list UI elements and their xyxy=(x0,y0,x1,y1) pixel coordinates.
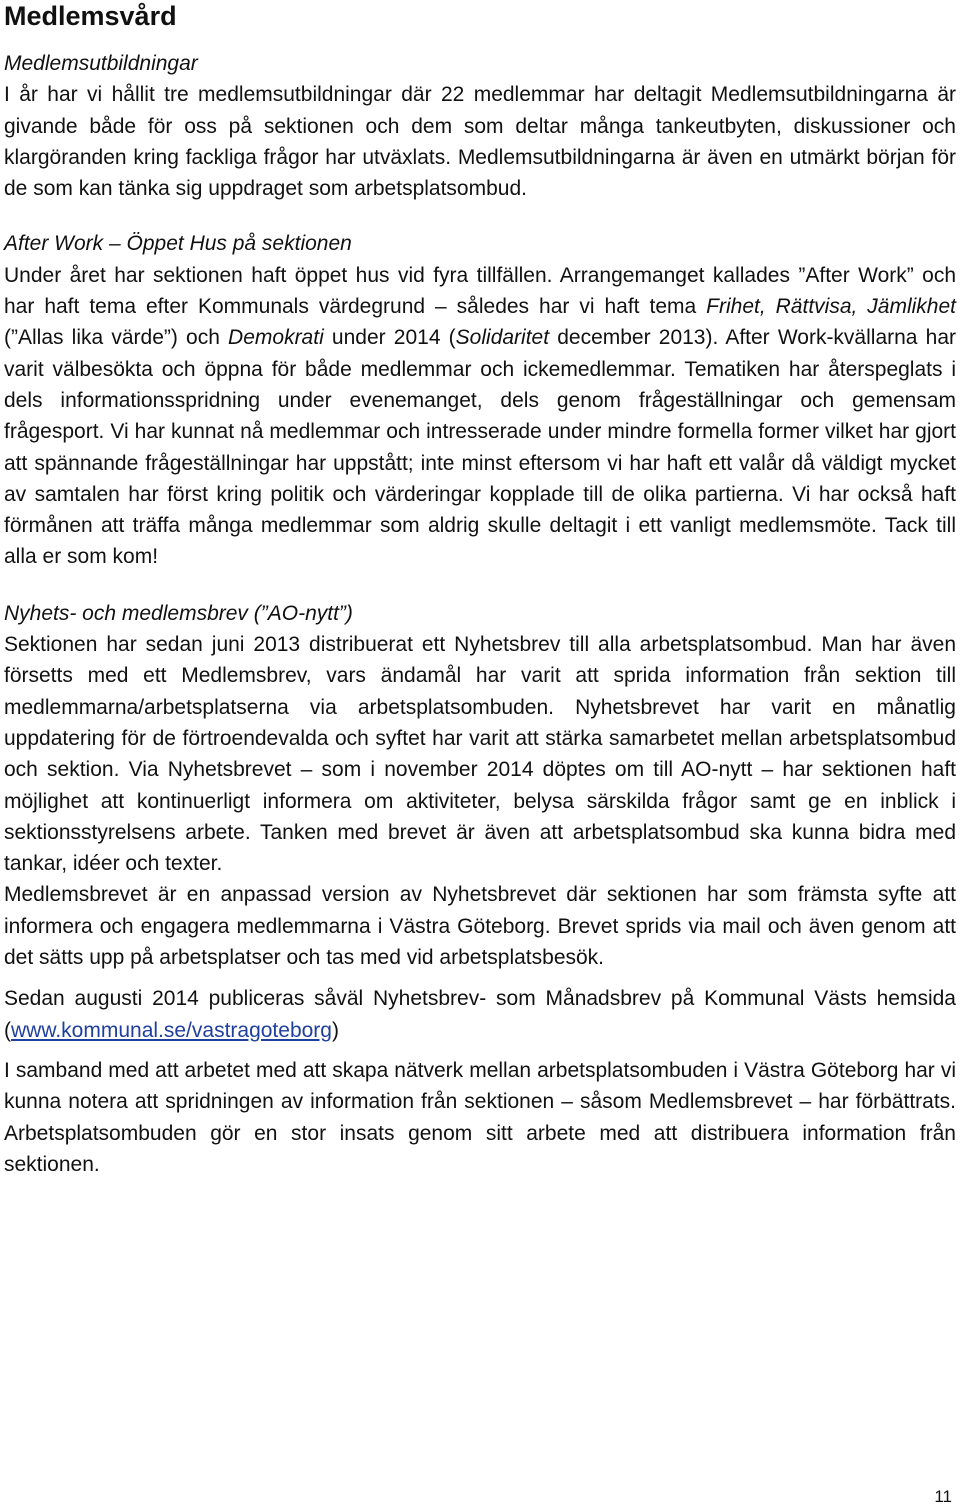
paragraph: I samband med att arbetet med att skapa nätverk mellan arbetsplatsombuden i Västra Göteborg har vi kunna notera att spridningen av information från sektionen – såsom Medlemsbrevet – har förbättrats. Arbetsplatsombuden gör en stor insats genom sitt arbete med att distribuera information från sektionen. xyxy=(4,1058,956,1176)
section-heading: Nyhets- och medlemsbrev (”AO-nytt”) xyxy=(4,601,353,625)
paragraph: Medlemsbrevet är en anpassad version av Nyhetsbrevet där sektionen har som främsta syfte att informera och engagera medlemmarna i Västra Göteborg. Brevet sprids via mail och även genom att det sätts upp på arbetsplatser och tas med vid arbetsplatsbesök. xyxy=(4,883,956,970)
section-heading: Medlemsutbildningar xyxy=(4,52,198,75)
page-title: Medlemsvård xyxy=(4,1,177,31)
text-run: december 2013). After Work-kvällarna har varit välbesökta och öppna för både medlemmar och ickemedlemmar. Tematiken har återspeglats i dels informationsspridning under evenemanget, dels genom frågeställningar och gemensam frågesport. Vi har kunnat nå medlemmar och intresserade under mindre formella former vilket har gjort att spännande frågeställningar har uppstått; inte minst eftersom vi har haft ett valår då väldigt mycket av samtalen har först kring politik och värderingar kopplade till de olika partierna. Vi har också haft förmånen att träffa många medlemmar som aldrig skulle deltagit i ett vanligt medlemsmöte. Tack till alla er som kom! xyxy=(4,326,956,569)
website-link[interactable]: www.kommunal.se/vastragoteborg xyxy=(11,1018,332,1042)
emphasis: Demokrati xyxy=(228,326,324,350)
text-run: (”Allas lika värde”) och xyxy=(4,326,229,350)
text-run: Under året har sektionen haft öppet hus vid fyra tillfällen. Arrangemanget kallades ”After Work” och har haft tema efter Kommunals värdegrund – således har vi haft tema xyxy=(4,263,956,319)
section-nyhetsbrev xyxy=(4,598,956,1180)
section-medlemsutbildningar xyxy=(4,48,956,204)
page-number: 11 xyxy=(934,1487,952,1506)
paragraph xyxy=(4,983,956,1046)
paragraph: Sektionen har sedan juni 2013 distribuerat ett Nyhetsbrev till alla arbetsplatsombud. Man har även försetts med ett Medlemsbrev, vars ändamål har varit att sprida information från sektion till medlemmarna/arbetsplatserna via arbetsplatsombuden. Nyhetsbrevet har varit en månatlig uppdatering för de förtroendevalda och syftet har varit att stärka samarbetet mellan arbetsplatsombud och sektion. Via Nyhetsbrevet – som i november 2014 döptes om till AO-nytt – har sektionen haft möjlighet att kontinuerligt informera om aktiviteter, belysa särskilda frågor samt ge en inblick i sektionsstyrelsens arbete. Tanken med brevet är även att arbetsplatsombud ska kunna bidra med tankar, idéer och texter. xyxy=(4,633,956,876)
document-page xyxy=(4,0,956,1180)
section-heading: After Work – Öppet Hus på sektionen xyxy=(4,232,352,256)
paragraph: I år har vi hållit tre medlemsutbildningar där 22 medlemmar har deltagit Medlemsutbildningarna är givande både för oss på sektionen och dem som deltar många tankeutbyten, diskussioner och klargöranden kring fackliga frågor har utväxlats. Medlemsutbildningarna är även en utmärkt början för de som kan tänka sig uppdraget som arbetsplatsombud. xyxy=(4,83,956,201)
section-after-work xyxy=(4,228,956,572)
emphasis: Solidaritet xyxy=(455,326,550,350)
emphasis: Frihet, Rättvisa, Jämlikhet xyxy=(706,295,957,319)
paragraph xyxy=(4,260,956,573)
text-run: under 2014 ( xyxy=(323,326,456,350)
text-run: ) xyxy=(331,1018,339,1042)
text-run: Sedan augusti 2014 publiceras såväl Nyhetsbrev- som Månadsbrev på Kommunal Västs hemsida ( xyxy=(4,987,956,1042)
